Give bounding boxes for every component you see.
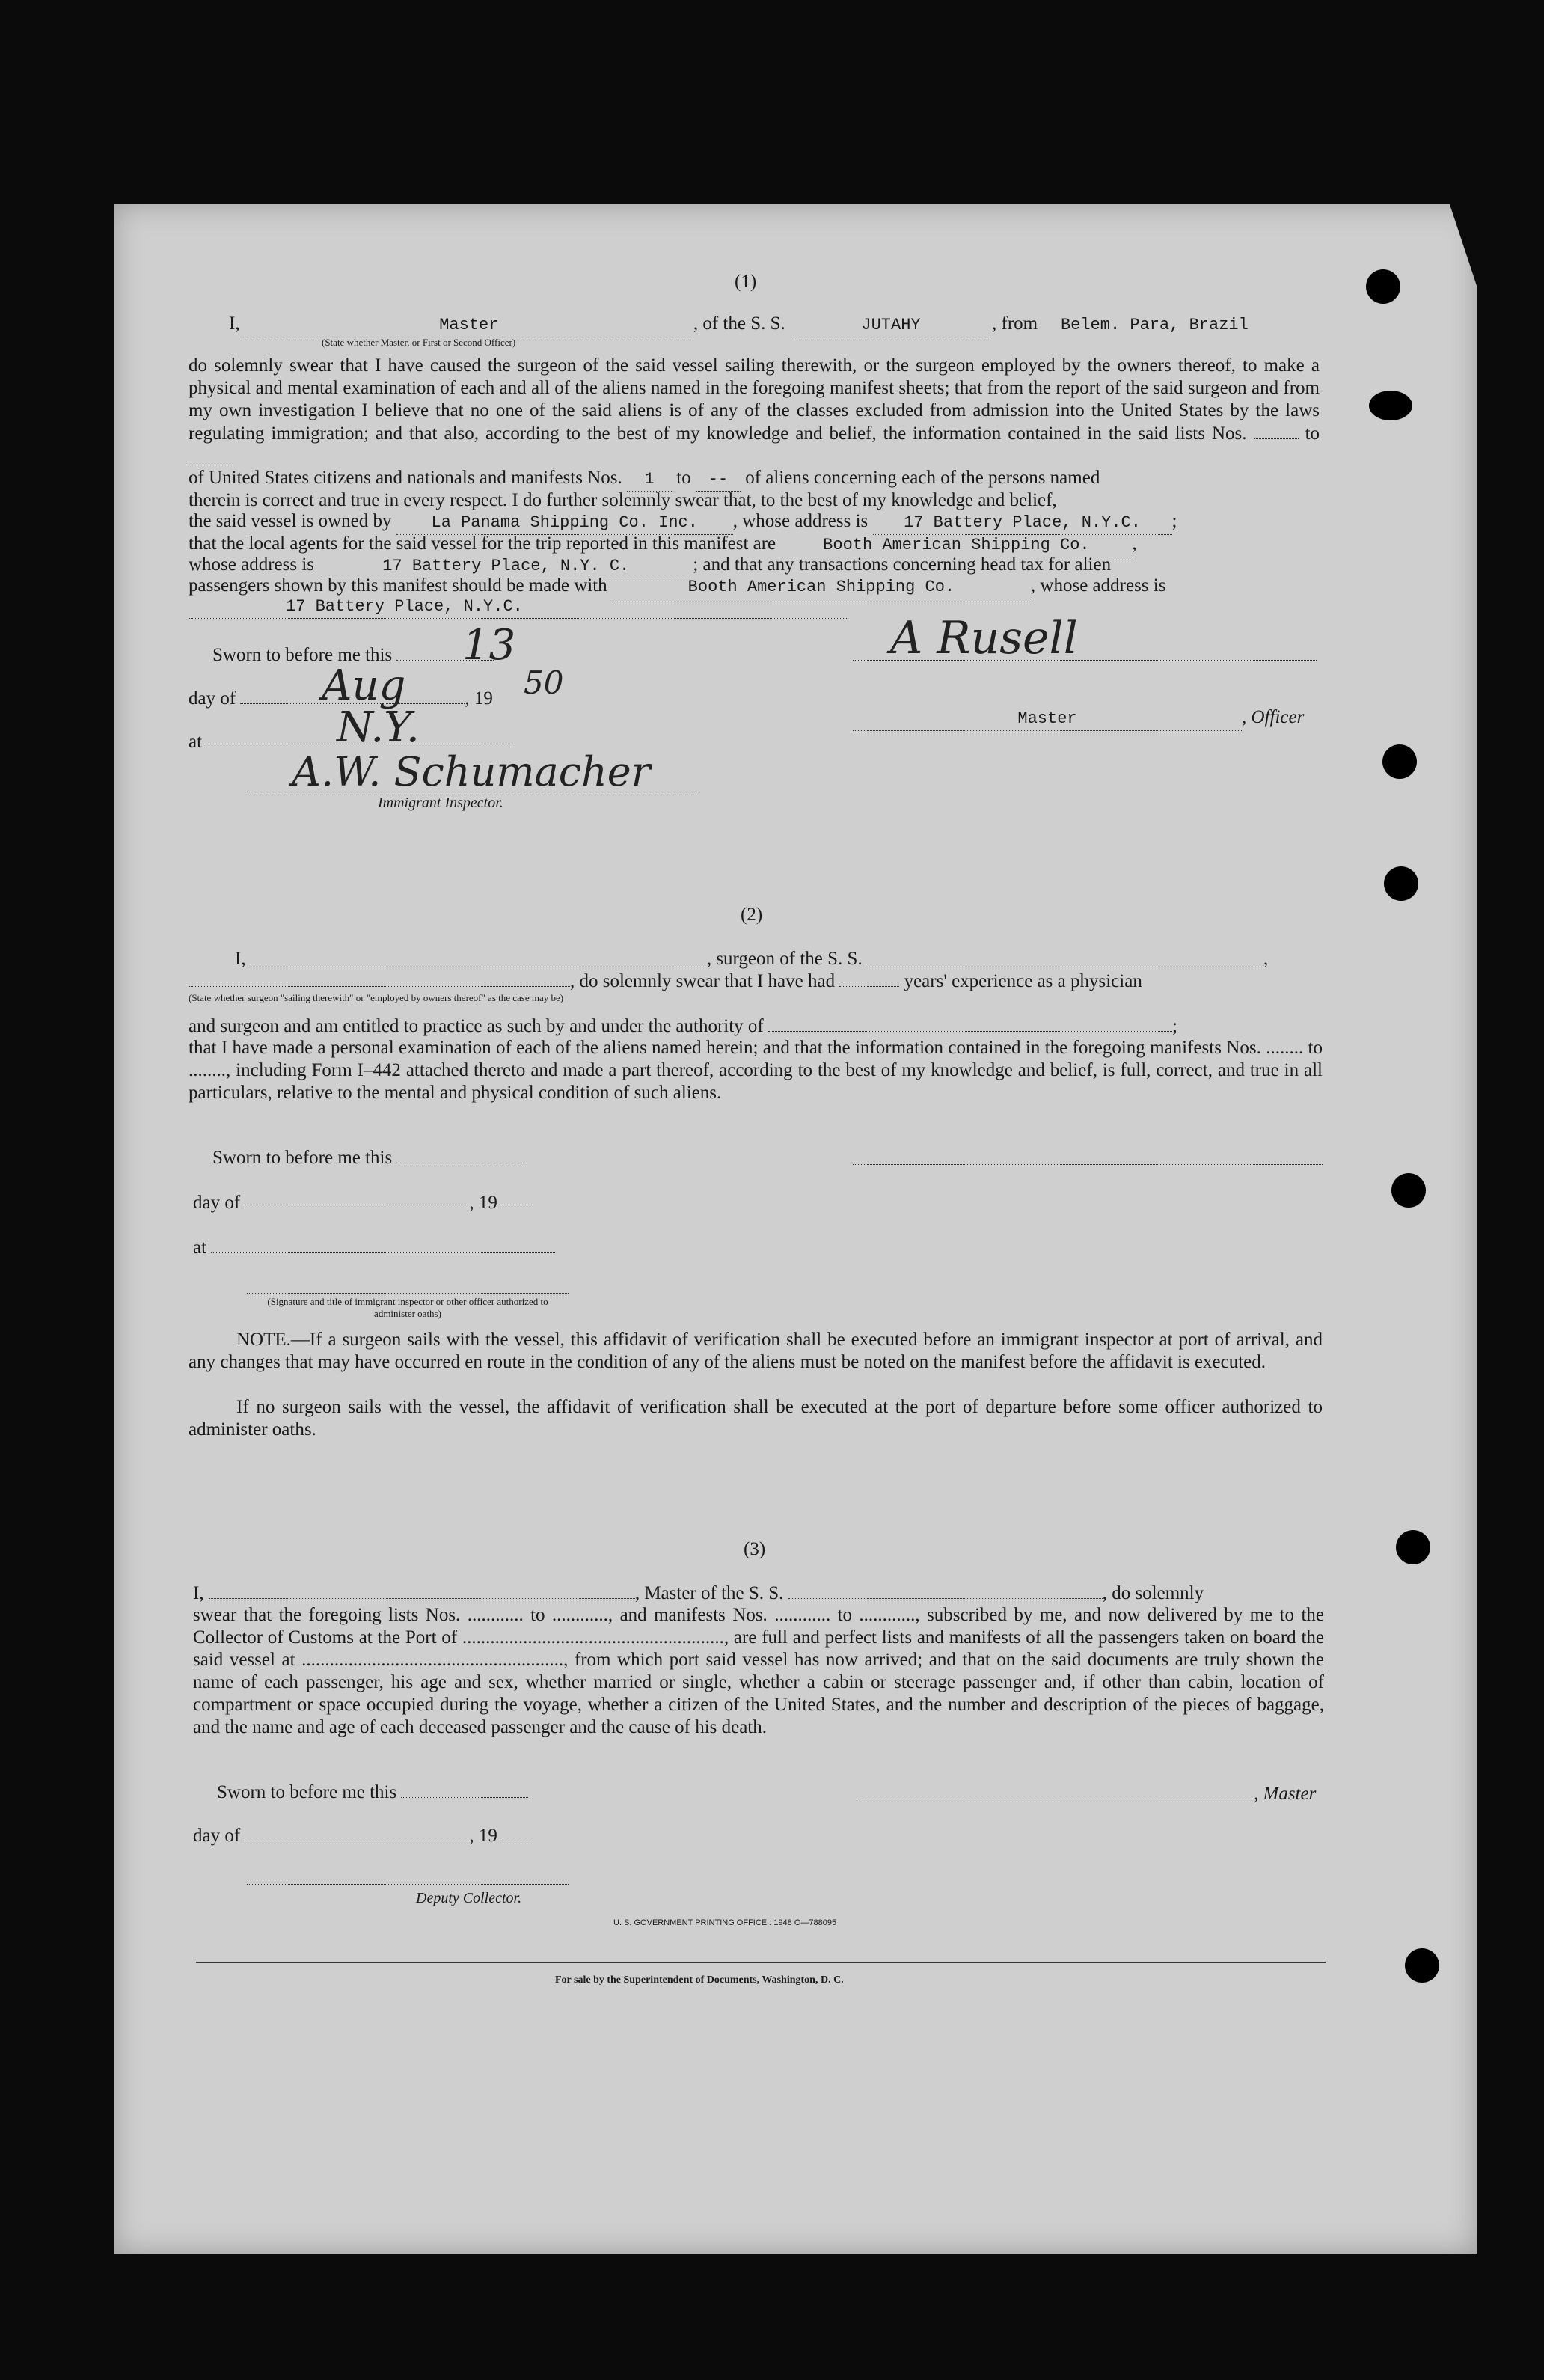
binder-hole	[1391, 1173, 1426, 1208]
tax-agent-line: passengers shown by this manifest should be made with Booth American Shipping Co. , whose address is	[189, 575, 1165, 599]
sworn-line-2: Sworn to before me this	[212, 1146, 524, 1169]
officer-title-field[interactable]: Master	[245, 314, 693, 337]
sworn-place-handwritten: N.Y.	[337, 703, 420, 752]
oath-paragraph: do solemnly swear that I have caused the surgeon of the said vessel sailing therewith, or the surgeon employed by the owners thereof, to make a physical and mental examination of each and all of the aliens named in the foregoing manifest sheets; that from the report of the said surgeon and from my own investigation I believe that no one of the said aliens is of any of the classes excluded from admission into the United States by the laws regulating immigration; and that also, according to the best of my knowledge and belief, the information contained in the said lists Nos. to	[189, 355, 1320, 468]
surgeon-signature-line[interactable]	[853, 1163, 1323, 1165]
manifest-to-field[interactable]: --	[696, 468, 741, 492]
sworn-year-field-2[interactable]	[502, 1191, 532, 1208]
collector-signature-line[interactable]	[247, 1882, 569, 1885]
surgeon-vessel-field[interactable]	[867, 947, 1263, 964]
master-vessel-field-3[interactable]	[788, 1582, 1103, 1599]
vessel-name-field[interactable]: JUTAHY	[790, 314, 992, 337]
note-paragraph-2: If no surgeon sails with the vessel, the affidavit of verification shall be executed at the port of departure before some officer authorized to administer oaths.	[189, 1397, 1323, 1440]
note-paragraph: NOTE.—If a surgeon sails with the vessel, this affidavit of verification shall be executed before an immigrant inspector at port of arrival, and any changes that may have occurred en route in the condition of any of the aliens must be noted on the manifest before the affidavit is executed.	[189, 1330, 1323, 1372]
day-of-line-2: day of , 19	[193, 1191, 532, 1214]
sworn-line: Sworn to before me this	[212, 643, 494, 667]
owner-line: the said vessel is owned by La Panama Shipping Co. Inc. , whose address is 17 Battery Place, N.Y.C. ;	[189, 510, 1177, 535]
examination-paragraph: that I have made a personal examination of each of the aliens named herein; and that the information contained in the foregoing manifests Nos. ........ to ........, including Form I–442 attached thereto and made a part thereof, according to the best of my knowledge and belief, is full, correct, and true in all particulars, relative to the mental and physical condition of such aliens.	[189, 1038, 1323, 1103]
master-line-3: I, , Master of the S. S. , do solemnly	[193, 1583, 1204, 1603]
section-number: (3)	[744, 1539, 766, 1559]
sworn-month-field-3[interactable]	[245, 1824, 469, 1841]
binder-hole	[1369, 391, 1412, 420]
experience-line: , do solemnly swear that I have had years' experience as a physician	[189, 970, 1142, 993]
sworn-year-field-3[interactable]	[502, 1824, 532, 1841]
day-of-line: day of , 19	[189, 688, 493, 709]
at-line-2: at	[193, 1236, 555, 1259]
binder-hole	[1396, 1530, 1430, 1564]
surgeon-type-field[interactable]	[189, 970, 570, 987]
owner-field[interactable]: La Panama Shipping Co. Inc.	[396, 512, 733, 535]
authority-line: and surgeon and am entitled to practice as such by and under the authority of ;	[189, 1016, 1177, 1036]
agent-line: that the local agents for the said vessel for the trip reported in this manifest are Booth American Shipping Co. ,	[189, 533, 1137, 557]
binder-hole	[1382, 744, 1417, 779]
tax-address-field[interactable]: 17 Battery Place, N.Y.C.	[189, 596, 847, 619]
tax-agent-field[interactable]: Booth American Shipping Co.	[612, 576, 1031, 599]
section-number: (1)	[735, 272, 757, 292]
official-signature-line[interactable]	[247, 1291, 569, 1294]
surgeon-note: (State whether surgeon "sailing therewith" or "employed by owners thereof" as the case may be)	[189, 992, 564, 1003]
surgeon-name-field[interactable]	[251, 947, 707, 964]
officer-signature: A Rusell	[890, 612, 1078, 664]
master-signature-field-3[interactable]	[857, 1782, 1254, 1799]
tax-address-line	[189, 594, 847, 619]
agent-address-line: whose address is 17 Battery Place, N.Y. C. ; and that any transactions concerning head tax for alien	[189, 554, 1111, 578]
lists-from-field[interactable]	[1254, 422, 1299, 439]
sworn-month-field-2[interactable]	[245, 1191, 469, 1208]
officer-title: Master , Officer	[853, 706, 1304, 731]
delivery-paragraph: swear that the foregoing lists Nos. ............ to ............, and manifests Nos. ............ to ............, subscribed by me, and now delivered by me to the Collector of Customs at the Port of ........................................................, are full and perfect lists and manifests of all the passengers taken on board the said vessel at ........................................................, from which port said vessel has now arrived; and that on the said documents are truly shown the name of each passenger, his age and sex, whether married or single, whether a cabin or steerage passenger and, if other than cabin, location of compartment or space occupied during the voyage, whether a citizen of the United States, and the number and description of the pieces of baggage, and the name and age of each deceased passenger and the cause of his death.	[193, 1605, 1324, 1737]
inspector-label: Immigrant Inspector.	[378, 795, 503, 811]
label: , of the S. S.	[693, 313, 785, 334]
official-signature-note: (Signature and title of immigrant inspector or other officer authorized to administer oaths)	[267, 1296, 548, 1319]
manifest-line: of United States citizens and nationals and manifests Nos. 1 to -- of aliens concerning each of the persons named	[189, 467, 1100, 492]
owner-address-field[interactable]: 17 Battery Place, N.Y.C.	[873, 512, 1172, 535]
surgeon-line: I, , surgeon of the S. S. ,	[235, 949, 1269, 969]
agent-address-field[interactable]: 17 Battery Place, N.Y. C.	[319, 555, 693, 578]
master-name-field-3[interactable]	[209, 1582, 635, 1599]
agent-field[interactable]: Booth American Shipping Co.	[780, 534, 1132, 557]
collector-label: Deputy Collector.	[416, 1890, 522, 1906]
officer-title-field-2[interactable]: Master	[853, 708, 1242, 731]
prefix: I,	[229, 313, 240, 334]
oath-line: therein is correct and true in every respect. I do further solemnly swear that, to the best of my knowledge and belief,	[189, 490, 1057, 510]
sworn-place-field-2[interactable]	[211, 1236, 555, 1253]
sworn-line-3: Sworn to before me this	[217, 1781, 528, 1804]
inspector-signature: A.W. Schumacher	[292, 748, 651, 795]
binder-hole	[1366, 269, 1400, 304]
lists-to-field[interactable]	[189, 445, 233, 462]
binder-hole	[1405, 1948, 1439, 1983]
origin-port-field[interactable]: Belem. Para, Brazil	[1060, 316, 1249, 334]
at-line: at	[189, 730, 513, 753]
label: , from	[992, 313, 1038, 334]
officer-signature-line	[853, 658, 1317, 661]
title-note: (State whether Master, or First or Second Officer)	[322, 337, 516, 348]
master-signature-line-3: , Master	[857, 1782, 1316, 1805]
section-number: (2)	[741, 905, 763, 925]
experience-years-field[interactable]	[839, 970, 899, 987]
binder-hole	[1384, 866, 1418, 901]
sworn-month-handwritten: Aug	[322, 661, 406, 710]
sworn-day-field-2[interactable]	[396, 1146, 524, 1163]
sale-note: For sale by the Superintendent of Documents, Washington, D. C.	[555, 1974, 844, 1986]
manifest-from-field[interactable]: 1	[627, 468, 672, 492]
authority-field[interactable]	[768, 1015, 1172, 1032]
sworn-year-handwritten: 50	[524, 664, 564, 701]
master-oath-line	[229, 313, 1266, 337]
day-of-line-3: day of , 19	[193, 1824, 532, 1847]
sworn-day-handwritten: 13	[462, 621, 516, 670]
footer-rule	[196, 1962, 1326, 1963]
printing-office-note: U. S. GOVERNMENT PRINTING OFFICE : 1948 O—788095	[613, 1918, 837, 1927]
sworn-day-field-3[interactable]	[401, 1781, 528, 1798]
